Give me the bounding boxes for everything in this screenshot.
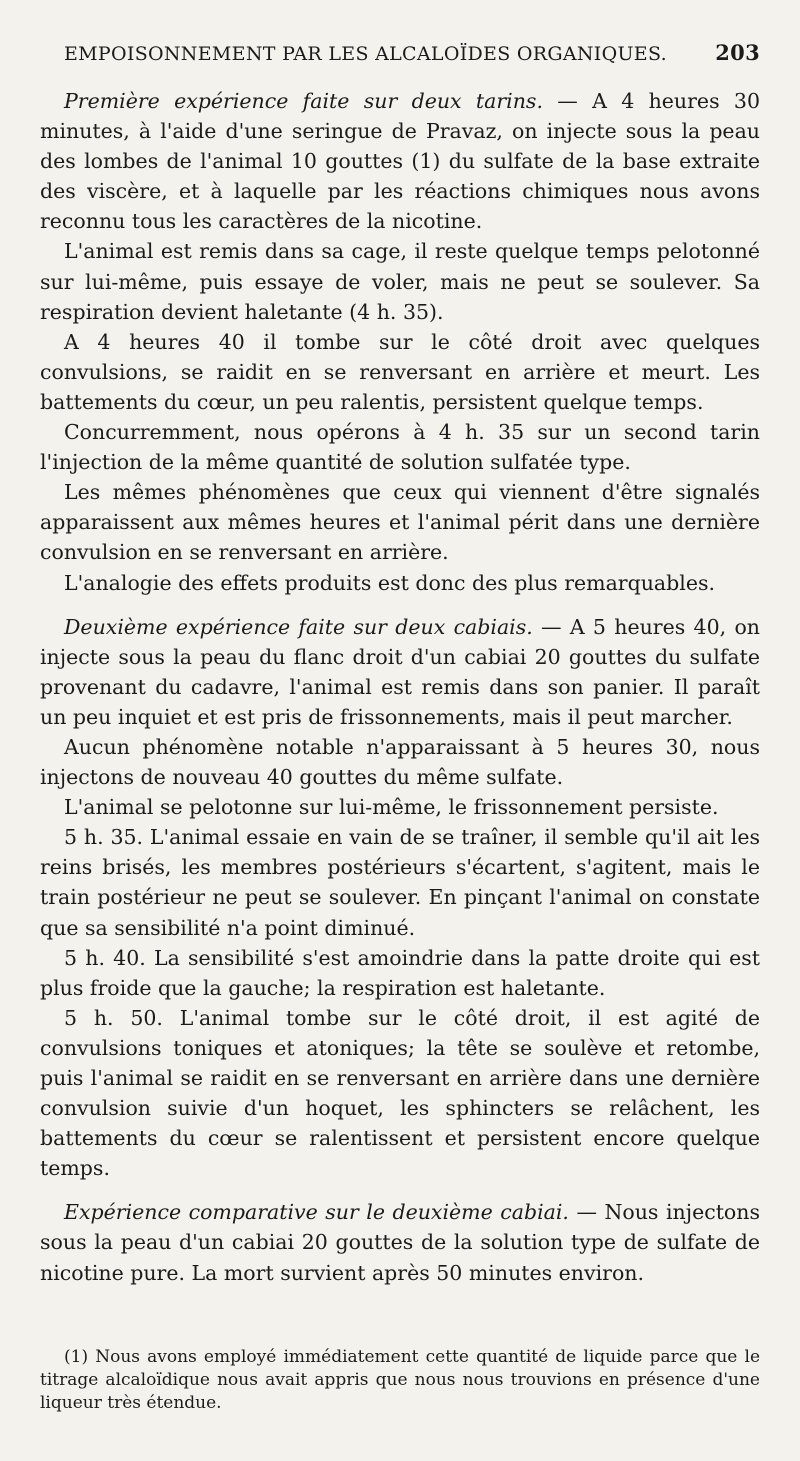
experiment-heading: Expérience comparative sur le deuxième cabiai.: [64, 1200, 569, 1225]
paragraph-text: A 4 heures 40 il tombe sur le côté droit avec quelques convulsions, se raidit en se renversant en arrière et meurt. Les battements du cœur, un peu ralentis, persistent quelque temps.: [40, 329, 760, 414]
paragraph-text: — A 4 heures 30 minutes, à l'aide d'une seringue de Pravaz, on injecte sous la peau des lombes de l'animal 10 gouttes (1) du sulfate de la base extraite des viscère, et à laquelle par les réactions chimiques nous avons reconnu tous les caractères de la nicotine.: [40, 89, 760, 234]
running-header: [64, 40, 760, 65]
main-text: [40, 86, 760, 1288]
paragraph-text: — A 5 heures 40, on injecte sous la peau du flanc droit d'un cabiai 20 gouttes du sulfate provenant du cadavre, l'animal est remis dans son panier. Il paraît un peu inquiet et est pris de frissonnements, mais il peut marcher.: [40, 614, 760, 729]
paragraph-text: 5 h. 50. L'animal tombe sur le côté droit, il est agité de convulsions toniques et atoniques; la tête se soulève et retombe, puis l'animal se raidit en se renversant en arrière dans une dernière convulsion suivie d'un hoquet, les sphincters se relâchent, les battements du cœur se ralentissent et persistent encore quelque temps.: [40, 1005, 760, 1181]
paragraph-text: L'analogie des effets produits est donc des plus remarquables.: [64, 570, 716, 595]
paragraph-text: 5 h. 35. L'animal essaie en vain de se traîner, il semble qu'il ait les reins brisés, les membres postérieurs s'écartent, s'agitent, mais le train postérieur ne peut se soulever. En pinçant l'animal on constate que sa sensibilité n'a point diminué.: [40, 825, 760, 940]
paragraph: [40, 732, 760, 792]
experiment-heading: Première expérience faite sur deux tarins.: [64, 89, 543, 113]
paragraph-text: Concurremment, nous opérons à 4 h. 35 sur un second tarin l'injection de la même quantité de solution sulfatée type.: [40, 420, 760, 475]
footnote: (1) Nous avons employé immédiatement cette quantité de liquide parce que le titrage alcaloïdique nous avait appris que nous nous trouvions en présence d'une liqueur très étendue.: [40, 1347, 760, 1413]
experiment-heading: Deuxième expérience faite sur deux cabiais.: [64, 614, 533, 639]
paragraph: [40, 236, 760, 326]
paragraph: [40, 822, 760, 942]
paragraph-text: Aucun phénomène notable n'apparaissant à 5 heures 30, nous injectons de nouveau 40 gouttes du même sulfate.: [40, 734, 760, 790]
paragraph-text: L'animal se pelotonne sur lui-même, le frissonnement persiste.: [64, 795, 719, 820]
paragraph: [40, 1197, 760, 1287]
paragraph-text: — Nous injectons sous la peau d'un cabiai 20 gouttes de la solution type de sulfate de nicotine pure. La mort survient après 50 minutes environ.: [40, 1200, 760, 1285]
paragraph: [40, 568, 760, 598]
paragraph-text: 5 h. 40. La sensibilité s'est amoindrie dans la patte droite qui est plus froide que la gauche; la respiration est haletante.: [40, 945, 760, 1000]
paragraph: [40, 327, 760, 417]
paragraph: [40, 612, 760, 732]
paragraph: [40, 477, 760, 567]
paragraph: [40, 417, 760, 477]
paragraph: [40, 792, 760, 822]
paragraph-text: Les mêmes phénomènes que ceux qui viennent d'être signalés apparaissent aux mêmes heures et l'animal périt dans une dernière convulsion en se renversant en arrière.: [40, 480, 760, 565]
footnote-area: [40, 1346, 760, 1415]
paragraph: [40, 943, 760, 1003]
paragraph: [40, 1003, 760, 1184]
page-number: 203: [715, 40, 760, 65]
running-title: EMPOISONNEMENT PAR LES ALCALOÏDES ORGANIQUES.: [64, 43, 667, 65]
paragraph-text: L'animal est remis dans sa cage, il reste quelque temps pelotonné sur lui-même, puis essaye de voler, mais ne peut se soulever. Sa respiration devient haletante (4 h. 35).: [40, 239, 760, 324]
paragraph: [40, 86, 760, 236]
